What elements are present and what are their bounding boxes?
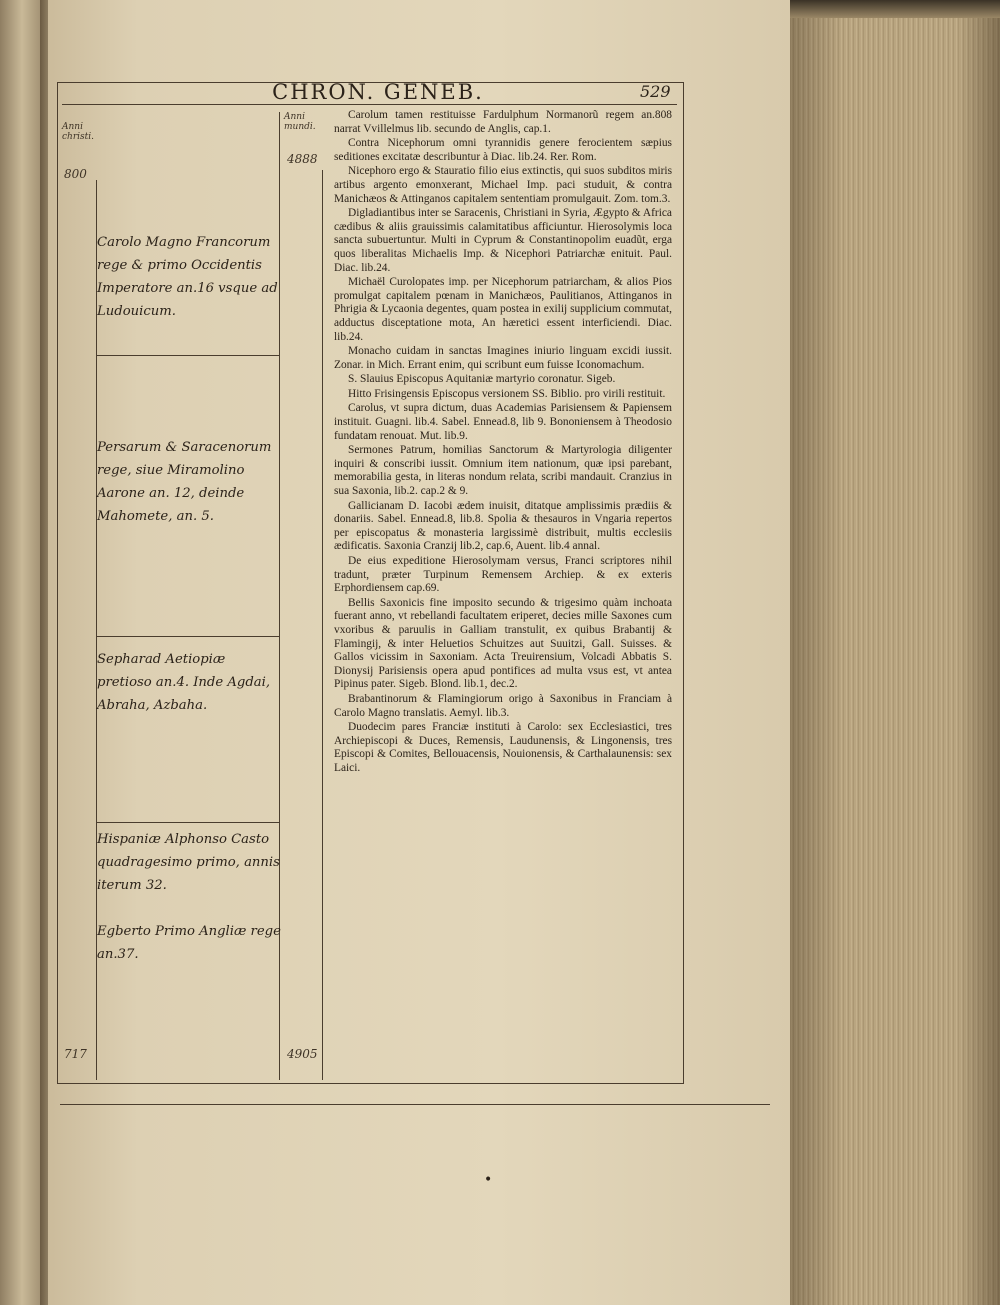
paragraph: Monacho cuidam in sanctas Imagines iniurio linguam excidi iussit. Zonar. in Mich. Errant enim, qui scribunt eum fuisse Iconomachum. bbox=[334, 345, 672, 371]
paragraph: Sermones Patrum, homilias Sanctorum & Martyrologia diligenter inquiri & conscribi iussit. Omnium item nationum, quæ ipsi parebant, memorabilia gesta, in literas nondum relata, scribi mandauit. Cranzius in sua Saxonia, lib.2. cap.2 & 9. bbox=[334, 444, 672, 498]
margin-note-sepharad: Sepharad Aetiopiæ pretioso an.4. Inde Agdai, Abraha, Azbaha. bbox=[97, 652, 271, 713]
page-number: 529 bbox=[640, 82, 671, 101]
column-rule-text bbox=[322, 170, 323, 1080]
label-anni-mundi: Anni mundi. bbox=[284, 112, 316, 132]
year-mundi-start: 4888 bbox=[287, 152, 318, 166]
margin-note-persarum: Persarum & Saracenorum rege, siue Miramolino Aarone an. 12, deinde Mahomete, an. 5. bbox=[97, 440, 272, 524]
paragraph: Nicephoro ergo & Stauratio filio eius extinctis, qui suos subditos miris artibus argento emonxerant, Michael Imp. paci studuit, & contra Manichæos & Attinganos capitalem sententiam promulgauit. Zom. tom.3. bbox=[334, 165, 672, 205]
margin-note-egberto: Egberto Primo Angliæ rege an.37. bbox=[97, 924, 281, 962]
paragraph: Gallicianam D. Iacobi ædem inuisit, ditatque amplissimis prædiis & donariis. Sabel. Ennead.8, lib.8. Spolia & thesauros in Vngaria repertos per episcopatus & monasteria largissimè distribuit, multis ecclesiis ædificatis. Saxonia Cranzij lib.2, cap.6, Auent. lib.4 annal. bbox=[334, 499, 672, 553]
label-anni-christi: Anni christi. bbox=[62, 122, 94, 142]
margin-note-carolus: Carolo Magno Francorum rege & primo Occidentis Imperatore an.16 vsque ad Ludouicum. bbox=[97, 235, 278, 319]
running-head: CHRON. GENEB. bbox=[272, 80, 484, 104]
paragraph: S. Slauius Episcopus Aquitaniæ martyrio coronatur. Sigeb. bbox=[348, 373, 616, 386]
paragraph: Contra Nicephorum omni tyrannidis genere ferocientem sæpius seditiones excitatæ describuntur à Diac. lib.24. Rer. Rom. bbox=[334, 137, 672, 163]
left-page-edge bbox=[0, 0, 40, 1305]
paragraph: Duodecim pares Franciæ instituti à Carolo: sex Ecclesiastici, tres Archiepiscopi & Duces, Remensis, Laudunensis, & Lingonensis, tres Episcopi & Comites, Bellouacensis, Nouionensis, & Carthalaunensis: sex Laici. bbox=[334, 721, 672, 774]
paragraph: Carolum tamen restituisse Fardulphum Normanorũ regem an.808 narrat Vvillelmus lib. secundo de Anglis, cap.1. bbox=[334, 109, 672, 135]
year-mundi-end: 4905 bbox=[287, 1047, 318, 1061]
paragraph: Hitto Frisingensis Episcopus versionem SS. Biblio. pro virili restituit. bbox=[348, 387, 666, 400]
note-divider-1 bbox=[97, 355, 279, 356]
ornament-dot-icon: • bbox=[484, 1172, 493, 1188]
page-edges bbox=[790, 0, 1000, 1305]
paragraph: Digladiantibus inter se Saracenis, Christiani in Syria, Ægypto & Africa cædibus & aliis grauissimis calamitatibus afficiuntur. Hierosolymis loca sancta subuertuntur. Multi in Cyprum & Constantinopolim euadũt, erga quos liberalitas Michaelis Imp. & Nicephori Patriarchæ enituit. Paul. Diac. lib.24. bbox=[334, 207, 672, 274]
year-christi-end: 717 bbox=[64, 1047, 87, 1061]
paragraph: Michaël Curolopates imp. per Nicephorum patriarcham, & alios Pios promulgat capitalem pœnam in Manichæos, Paulitianos, Attinganos in Phrigia & Lycaonia degentes, quam postea in exilij supplicium commutat, adductus disceptatione mota, An hæretici essent interficiendi. Diac. lib.24. bbox=[334, 276, 672, 343]
paragraph: Bellis Saxonicis fine imposito secundo & trigesimo quàm inchoata fuerant anno, vt rebellandi facultatem eriperet, decies mille Saxones cum vxoribus & paruulis in Galliam transtulit, ex quibus Brabantij & Flamingij, & inter Heluetios Schuitzes aut Suuitzi, Gall. Suisses. & Gallos vicissim in Saxoniam. Acta Treuirensium, Volcadi Abbatis S. Dionysij Parisiensis opera apud pontifices ad multa vsus est, vt antea Pipinus pater. Sigeb. Blond. lib.1, dec.2. bbox=[334, 596, 672, 691]
paragraph: Brabantinorum & Flamingiorum origo à Saxonibus in Franciam à Carolo Magno translatis. Aemyl. lib.3. bbox=[334, 692, 672, 719]
note-divider-2 bbox=[97, 636, 279, 637]
note-divider-3 bbox=[97, 822, 279, 823]
paragraph: De eius expeditione Hierosolymam versus, Franci scriptores nihil tradunt, præter Turpinum Remensem Archiep. & ex exteris Erphordiensem cap.69. bbox=[334, 555, 672, 595]
bottom-rule bbox=[60, 1104, 770, 1105]
year-christi-start: 800 bbox=[64, 167, 87, 181]
margin-note-hispaniae: Hispaniæ Alphonso Casto quadragesimo primo, annis iterum 32. bbox=[97, 832, 280, 893]
main-text-column bbox=[334, 109, 672, 777]
paragraph: Carolus, vt supra dictum, duas Academias Parisiensem & Papiensem instituit. Guagni. lib.4. Sabel. Ennead.8, lib 9. Bononiensem à Theodosio fundatam renouat. Mut. lib.9. bbox=[334, 402, 672, 442]
